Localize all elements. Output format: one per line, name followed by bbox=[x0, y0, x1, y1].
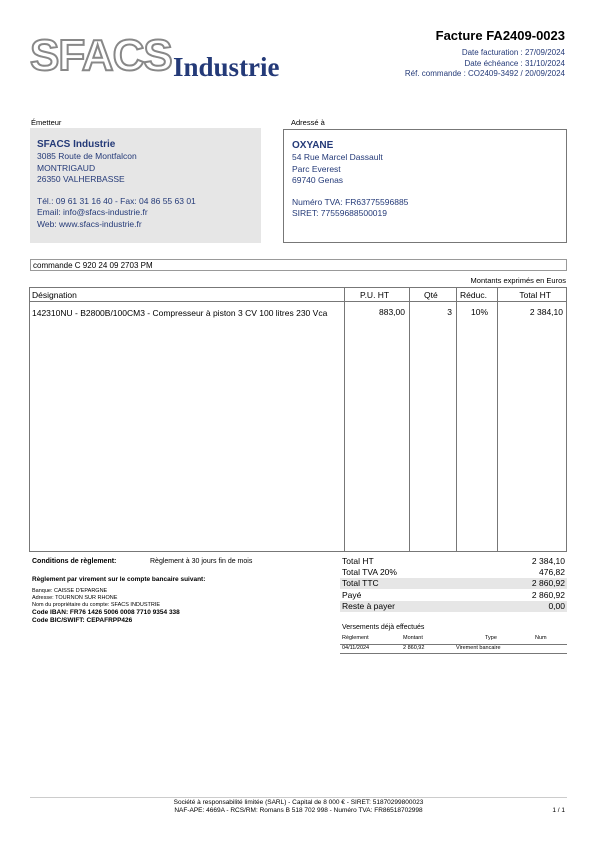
total-tva-value: 476,82 bbox=[539, 567, 565, 577]
line-discount: 10% bbox=[470, 307, 488, 317]
payments-col-type: Type bbox=[485, 635, 497, 641]
line-unit-price: 883,00 bbox=[379, 307, 405, 317]
remaining-value: 0,00 bbox=[548, 601, 565, 611]
payment-date: 04/11/2024 bbox=[342, 645, 370, 651]
paid-row bbox=[340, 590, 567, 601]
line-designation: 142310NU - B2800B/100CM3 - Compresseur à piston 3 CV 100 litres 230 Vca bbox=[32, 308, 328, 318]
remaining-label: Reste à payer bbox=[342, 601, 395, 611]
payments-col-reglement: Règlement bbox=[342, 635, 369, 641]
table-header bbox=[30, 288, 566, 302]
logo-suffix: Industrie bbox=[173, 52, 280, 82]
col-qty: Qté bbox=[424, 290, 438, 300]
emitter-web: Web: www.sfacs-industrie.fr bbox=[37, 218, 142, 229]
footer-legal-2: NAF-APE: 4669A - RCS/RM: Romans B 518 702 998 - Numéro TVA: FR86518702998 bbox=[174, 807, 423, 814]
bank-address: Adresse: TOURNON SUR RHONE bbox=[32, 595, 118, 601]
total-ttc-value: 2 860,92 bbox=[531, 578, 565, 588]
payments-col-num: Num bbox=[535, 635, 547, 641]
recipient-box bbox=[283, 129, 567, 243]
total-ht-label: Total HT bbox=[342, 556, 374, 566]
recipient-siret: SIRET: 77559688500019 bbox=[292, 208, 387, 218]
invoice-meta bbox=[405, 48, 565, 80]
emitter-address1: 3085 Route de Montfalcon bbox=[37, 151, 137, 161]
table-row bbox=[340, 644, 567, 654]
paid-value: 2 860,92 bbox=[531, 590, 565, 600]
total-tva-row bbox=[340, 567, 567, 578]
payments-col-montant: Montant bbox=[403, 635, 423, 641]
invoice-lines-table bbox=[29, 287, 567, 552]
emitter-label: Émetteur bbox=[31, 118, 62, 127]
footer-divider bbox=[30, 797, 567, 798]
col-total: Total HT bbox=[519, 290, 551, 300]
bank-name: Banque: CAISSE D'EPARGNE bbox=[32, 588, 108, 594]
recipient-label: Adressé à bbox=[291, 118, 325, 127]
conditions-label: Conditions de règlement: bbox=[32, 558, 117, 565]
recipient-address2: Parc Everest bbox=[292, 163, 341, 174]
bank-details bbox=[32, 588, 180, 625]
emitter-address3: 26350 VALHERBASSE bbox=[37, 174, 125, 184]
emitter-box bbox=[30, 128, 261, 243]
emitter-name: SFACS Industrie bbox=[37, 139, 116, 150]
order-note: commande C 920 24 09 2703 PM bbox=[30, 259, 567, 271]
payment-type: Virement bancaire bbox=[456, 645, 501, 651]
currency-note: Montants exprimés en Euros bbox=[470, 276, 566, 285]
paid-label: Payé bbox=[342, 590, 362, 600]
col-unit-price: P.U. HT bbox=[360, 290, 390, 300]
line-qty: 3 bbox=[447, 307, 452, 317]
col-discount: Réduc. bbox=[460, 290, 487, 300]
page-number: 1 / 1 bbox=[552, 807, 565, 814]
payment-amount: 2 860,92 bbox=[403, 645, 425, 651]
logo-brand: SFACS bbox=[30, 31, 172, 80]
line-total: 2 384,10 bbox=[529, 307, 563, 317]
emitter-address2: MONTRIGAUD bbox=[37, 162, 96, 173]
account-owner: Nom du propriétaire du compte: SFACS INDUSTRIE bbox=[32, 602, 161, 608]
total-ht-row bbox=[340, 556, 567, 567]
col-designation: Désignation bbox=[32, 290, 77, 300]
recipient-name: OXYANE bbox=[292, 140, 334, 151]
invoice-due-date: Date échéance : 31/10/2024 bbox=[464, 58, 565, 68]
invoice-date: Date facturation : 27/09/2024 bbox=[461, 48, 565, 57]
footer-legal-1: Société à responsabilité limitée (SARL) - Capital de 8 000 € - SIRET: 51870299800023 bbox=[173, 799, 424, 806]
company-logo bbox=[30, 31, 290, 82]
transfer-title: Règlement par virement sur le compte bancaire suivant: bbox=[32, 576, 206, 583]
emitter-phone: Tél.: 09 61 31 16 40 - Fax: 04 86 55 63 01 bbox=[37, 195, 196, 206]
recipient-address1: 54 Rue Marcel Dassault bbox=[292, 152, 383, 162]
bic: Code BIC/SWIFT: CEPAFRPP426 bbox=[32, 617, 133, 624]
payments-title: Versements déjà effectués bbox=[342, 624, 425, 631]
total-ttc-label: Total TTC bbox=[342, 578, 379, 588]
recipient-address3: 69740 Genas bbox=[292, 175, 344, 185]
recipient-tva: Numéro TVA: FR63775596885 bbox=[292, 196, 409, 207]
conditions-value: Règlement à 30 jours fin de mois bbox=[150, 558, 253, 565]
total-ht-value: 2 384,10 bbox=[531, 556, 565, 566]
total-ttc-row bbox=[340, 578, 567, 589]
order-reference: Réf. commande : CO2409-3492 / 20/09/2024 bbox=[404, 69, 565, 78]
invoice-title: Facture FA2409-0023 bbox=[435, 28, 565, 43]
emitter-email: Email: info@sfacs-industrie.fr bbox=[37, 207, 148, 217]
iban: Code IBAN: FR76 1426 5006 0008 7710 9354 338 bbox=[32, 609, 180, 616]
remaining-row bbox=[340, 601, 567, 612]
total-tva-label: Total TVA 20% bbox=[342, 567, 397, 577]
